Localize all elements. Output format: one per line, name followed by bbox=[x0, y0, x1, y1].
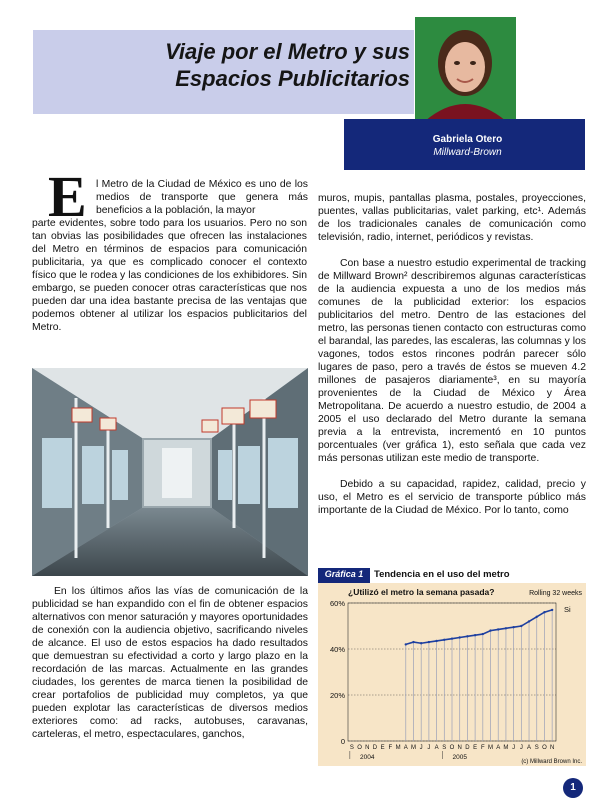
chart-label: Gráfica 1 bbox=[324, 569, 364, 579]
paragraph: muros, mupis, pantallas plasma, postales, proyecciones, puentes, vallas publicitarias, valet parking, etc¹. Además de los tradicionales canales de comunicación como televisión, radio, internet, periódicos y revistas. bbox=[318, 193, 586, 243]
x-tick-label: F bbox=[388, 745, 393, 751]
paragraph: Con base a nuestro estudio experimental de tracking de Millward Brown² describiremos algunas características de la audiencia expuesta a uno de los medios más comunes de la publicidad exterior: los espacios publicitarios del metro. Dentro de las estaciones del metro, las personas tienen contacto con estructuras como el barandal, las paredes, las escaleras, las columnas y los vagones, todos estos rincones podrán parecer sólo lugares de paso, pero a través de éstos se mueven 4.2 millones de pasajeros diariamente³, en su mayoría provenientes de la Ciudad de México y Área Metropolitana. De acuerdo a nuestro estudio, de 2004 a 2005 el uso declarado del Metro durante la semana previa a la entrevista, incrementó en 10 puntos porcentuales (ver gráfica 1), esto señala que cada vez más personas utilizan este medio de transporte. bbox=[318, 258, 586, 464]
x-tick-label: F bbox=[480, 745, 485, 751]
chart-heading: Tendencia en el uso del metro bbox=[374, 569, 510, 580]
intro-first-lines: l Metro de la Ciudad de México es uno de los medios de transporte que genera más beneficios a la población, la mayor bbox=[96, 179, 308, 216]
title-line-1: Viaje por el Metro y sus bbox=[165, 39, 410, 64]
x-tick-label: J bbox=[512, 745, 516, 751]
y-tick-label: 40% bbox=[329, 645, 345, 654]
x-tick-label: D bbox=[372, 745, 378, 751]
x-tick-label: A bbox=[403, 745, 408, 751]
chart-question: ¿Utilizó el metro la semana pasada? bbox=[348, 587, 495, 597]
year-label: 2004 bbox=[360, 754, 375, 761]
trend-chart bbox=[318, 583, 586, 766]
x-tick-label: J bbox=[427, 745, 431, 751]
paragraph: Debido a su capacidad, rapidez, calidad, precio y uso, el Metro es el servicio de transporte público más importante de la Ciudad de México. Por lo tanto, como bbox=[318, 479, 586, 516]
x-tick-label: O bbox=[449, 745, 455, 751]
x-tick-label: N bbox=[549, 745, 555, 751]
article-title bbox=[40, 38, 410, 92]
x-tick-label: M bbox=[395, 745, 401, 751]
metro-car-illustration bbox=[32, 368, 308, 576]
author-photo bbox=[415, 17, 516, 121]
x-tick-label: O bbox=[357, 745, 362, 751]
author-name: Gabriela Otero bbox=[432, 134, 503, 145]
author-organization: Millward-Brown bbox=[433, 147, 502, 158]
y-tick-label: 20% bbox=[329, 691, 345, 700]
x-tick-label: S bbox=[442, 745, 447, 751]
metro-interior-photo bbox=[32, 368, 308, 576]
y-tick-label: 60% bbox=[329, 599, 345, 608]
intro-paragraph: parte evidentes, sobre todo para los usuarios. Pero no son tan obvias las posibilidades que ofrecen las instalaciones del Metro en términos de espacios para comunicación publicitaria, ya que es complicado conocer el contexto físico que le rodea y las condiciones de los exhibidores. Sin embargo, se pueden conocer otras características que nos pueden dar una idea bastante precisa de las ventajas que podemos obtener al utilizar los espacios publicitarios del Metro. bbox=[32, 218, 307, 333]
x-tick-label: N bbox=[457, 745, 462, 751]
x-tick-label: A bbox=[496, 745, 501, 751]
plot-area bbox=[330, 599, 556, 761]
x-tick-label: O bbox=[542, 745, 547, 751]
x-tick-label: D bbox=[465, 745, 470, 751]
x-tick-label: M bbox=[410, 745, 416, 751]
x-tick-label: E bbox=[380, 745, 385, 751]
x-tick-label: A bbox=[527, 745, 532, 751]
chart-rolling-note: Rolling 32 weeks bbox=[529, 590, 582, 597]
left-column-paragraph bbox=[32, 585, 308, 754]
chart-copyright: (c) Millward Brown Inc. bbox=[521, 759, 582, 765]
author-portrait-illustration bbox=[415, 17, 516, 121]
x-tick-label: E bbox=[473, 745, 478, 751]
drop-cap: E bbox=[48, 164, 87, 229]
x-tick-label: J bbox=[519, 745, 523, 751]
paragraph: En los últimos años las vías de comunicación de la publicidad se han expandido con el fin de obtener espacios alternativos con menor saturación y mayores oportunidades de conexión con la audiencia objetivo, sacrificando niveles de alcance. El uso de estos espacios ha dado resultados que demuestran su efectividad a corto y largo plazo en la recordación de las marcas. Actualmente en las grandes ciudades, los gerentes de marca tienen la posibilidad de crear portafolios de publicidad muy completos, ya que pueden explotar las características de diversos medios exteriores como: ad racks, autobuses, caravanas, carteleras, el metro, espectaculares, ganchos, bbox=[32, 586, 308, 740]
x-tick-label: A bbox=[434, 745, 439, 751]
right-column bbox=[318, 192, 586, 530]
title-line-2: Espacios Publicitarios bbox=[175, 66, 410, 91]
year-label: 2005 bbox=[452, 754, 467, 761]
y-tick-label: 0 bbox=[340, 737, 345, 746]
x-tick-label: J bbox=[419, 745, 423, 751]
x-tick-label: N bbox=[365, 745, 370, 751]
x-tick-label: S bbox=[534, 745, 539, 751]
x-tick-label: S bbox=[349, 745, 354, 751]
x-tick-label: M bbox=[503, 745, 509, 751]
series-label: Si bbox=[564, 605, 571, 614]
x-tick-label: M bbox=[488, 745, 494, 751]
page-number: 1 bbox=[563, 778, 583, 798]
